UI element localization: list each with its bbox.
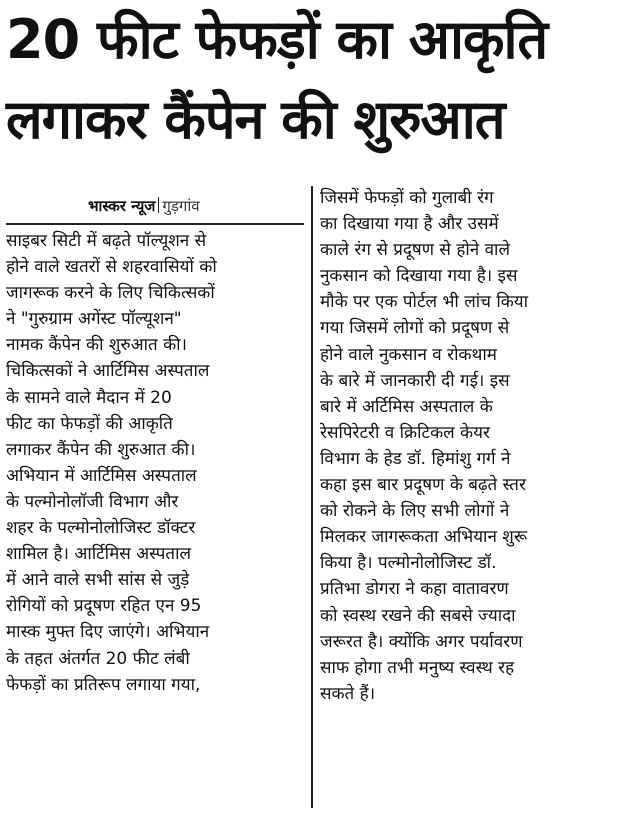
body-line: शहर के पल्मोनोलोजिस्ट डॉक्टर	[6, 518, 196, 539]
body-line: के बारे में जानकारी दी गई। इस	[320, 370, 510, 391]
body-line: होने वाले नुकसान व रोकथाम	[320, 344, 497, 365]
body-line: को रोकने के लिए सभी लोगों ने	[320, 501, 510, 522]
body-line: नुकसान को दिखाया गया है। इस	[320, 266, 518, 287]
left-column	[6, 228, 306, 698]
body-line: फेफड़ों का प्रतिरूप लगाया गया,	[6, 674, 201, 695]
body-line: रेसपिरेटरी व क्रिटिकल केयर	[320, 422, 490, 443]
body-line: जागरूक करने के लिए चिकित्सकों	[6, 283, 215, 304]
column-divider	[311, 186, 313, 808]
body-line: साइबर सिटी में बढ़ते पॉल्यूशन से	[6, 231, 207, 251]
dateline	[88, 196, 200, 216]
dateline-city: गुड़गांव	[162, 197, 200, 215]
body-line: अभियान में आर्टिमिस अस्पताल	[6, 465, 197, 486]
body-line: शामिल है। आर्टिमिस अस्पताल	[6, 544, 192, 565]
body-line: मिलकर जागरूकता अभियान शुरू	[320, 527, 528, 548]
body-line: काले रंग से प्रदूषण से होने वाले	[320, 240, 510, 261]
headline-line-1: 20 फीट फेफड़ों का आकृति	[6, 8, 548, 71]
body-line: का दिखाया गया है और उसमें	[320, 214, 499, 235]
right-column	[320, 185, 616, 707]
body-line: रोगियों को प्रदूषण रहित एन 95	[6, 596, 202, 617]
body-line: कहा इस बार प्रदूषण के बढ़ते स्तर	[320, 475, 526, 496]
dateline-separator	[158, 197, 159, 213]
body-line: प्रतिभा डोगरा ने कहा वातावरण	[320, 579, 509, 600]
body-line: के तहत अंतर्गत 20 फीट लंबी	[6, 648, 190, 669]
dateline-rule	[6, 223, 304, 225]
headline-line-2: लगाकर कैंपेन की शुरुआत	[6, 88, 505, 151]
body-line: जरूरत है। क्योंकि अगर पर्यावरण	[320, 631, 523, 652]
body-line: लगाकर कैंपेन की शुरुआत की।	[6, 439, 196, 460]
body-line: मास्क मुफ्त दिए जाएंगे। अभियान	[6, 622, 210, 643]
body-line: के सामने वाले मैदान में 20	[6, 387, 172, 408]
body-line: विभाग के हेड डॉ. हिमांशु गर्ग ने	[320, 448, 511, 469]
body-line: बारे में अर्टिमिस अस्पताल के	[320, 396, 493, 417]
body-line: जिसमें फेफड़ों को गुलाबी रंग	[320, 188, 494, 208]
body-line: फीट का फेफड़ों की आकृति	[6, 413, 173, 434]
dateline-agency: भास्कर न्यूज	[88, 197, 156, 215]
body-line: ने "गुरुग्राम अगेंस्ट पॉल्यूशन"	[6, 309, 182, 330]
body-line: नामक कैंपेन की शुरुआत की।	[6, 335, 187, 356]
body-line: में आने वाले सभी सांस से जुड़े	[6, 570, 190, 591]
body-line: सकते हैं।	[320, 683, 376, 704]
headline	[6, 0, 616, 160]
body-line: चिकित्सकों ने आर्टिमिस अस्पताल	[6, 361, 210, 382]
body-line: के पल्मोनोलॉजी विभाग और	[6, 491, 179, 512]
body-line: गया जिसमें लोगों को प्रदूषण से	[320, 318, 510, 339]
body-line: किया है। पल्मोनोलोजिस्ट डॉ.	[320, 553, 497, 574]
body-line: मौके पर एक पोर्टल भी लांच किया	[320, 292, 529, 313]
body-line: को स्वस्थ रखने की सबसे ज्यादा	[320, 605, 516, 626]
body-line: साफ होगा तभी मनुष्य स्वस्थ रह	[320, 657, 515, 678]
body-line: होने वाले खतरों से शहरवासियों को	[6, 257, 217, 278]
